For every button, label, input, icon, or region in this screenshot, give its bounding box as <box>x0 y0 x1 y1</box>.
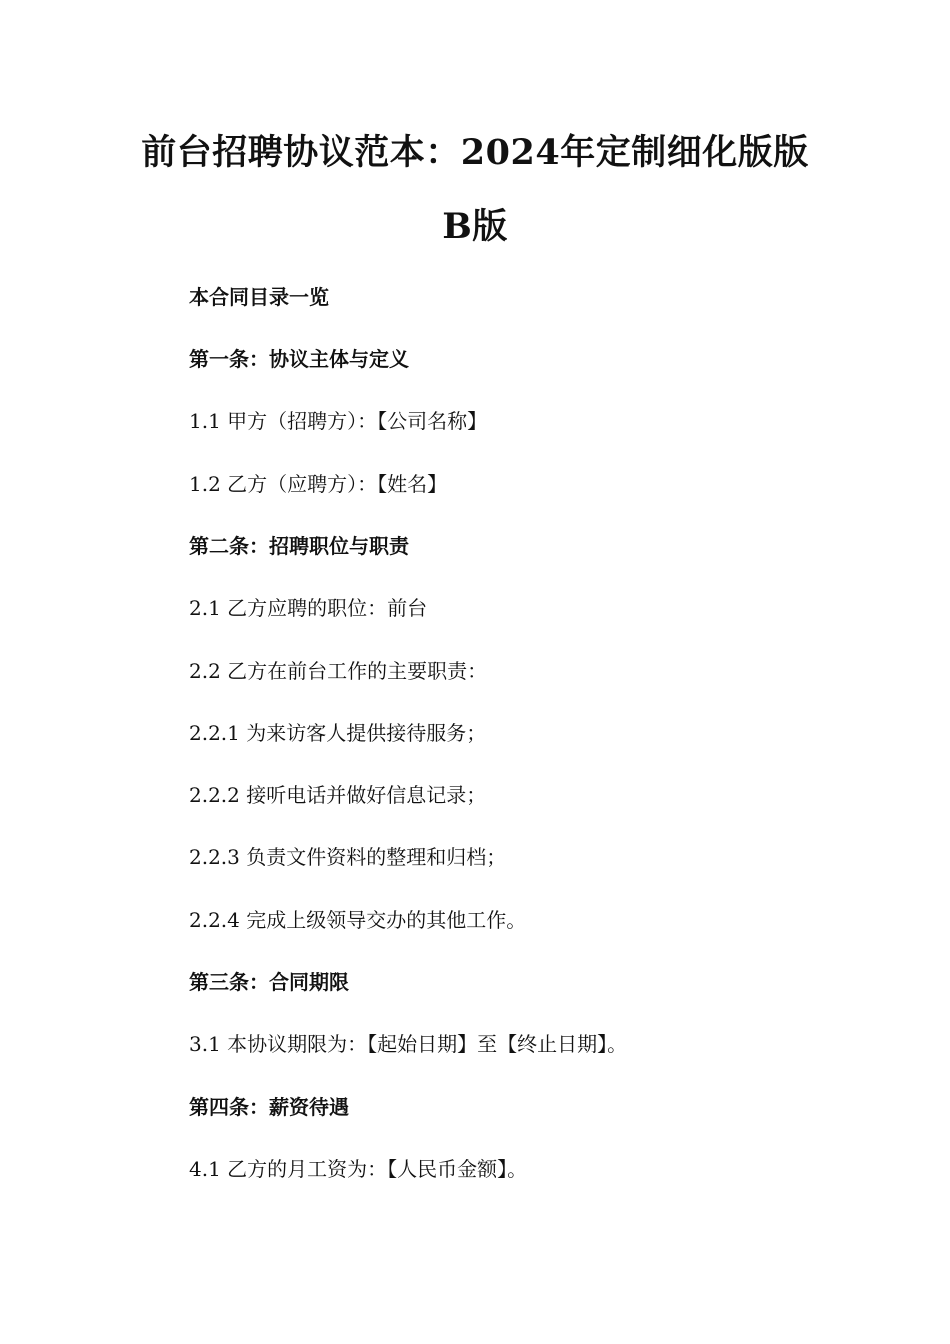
document-title-line-1: 前台招聘协议范本：2024年定制细化版版 <box>141 132 809 173</box>
clause-2-2: 2.2 乙方在前台工作的主要职责： <box>189 659 488 683</box>
clause-2-1: 2.1 乙方应聘的职位：前台 <box>189 596 428 620</box>
clause-2-2-4: 2.2.4 完成上级领导交办的其他工作。 <box>189 908 527 932</box>
toc-heading: 本合同目录一览 <box>189 285 329 309</box>
clause-2-2-1: 2.2.1 为来访客人提供接待服务； <box>189 721 487 745</box>
section-4-heading: 第四条：薪资待遇 <box>189 1095 349 1119</box>
section-1-heading: 第一条：协议主体与定义 <box>189 347 409 371</box>
section-2-heading: 第二条：招聘职位与职责 <box>189 534 409 558</box>
document-title-line-2: B版 <box>442 206 508 247</box>
clause-4-1: 4.1 乙方的月工资为：【人民币金额】。 <box>189 1157 528 1181</box>
clause-3-1: 3.1 本协议期限为：【起始日期】至【终止日期】。 <box>189 1032 628 1056</box>
section-3-heading: 第三条：合同期限 <box>189 970 349 994</box>
clause-2-2-2: 2.2.2 接听电话并做好信息记录； <box>189 783 487 807</box>
clause-2-2-3: 2.2.3 负责文件资料的整理和归档； <box>189 845 507 869</box>
clause-1-2: 1.2 乙方（应聘方）：【姓名】 <box>189 472 448 496</box>
clause-1-1: 1.1 甲方（招聘方）：【公司名称】 <box>189 409 488 433</box>
